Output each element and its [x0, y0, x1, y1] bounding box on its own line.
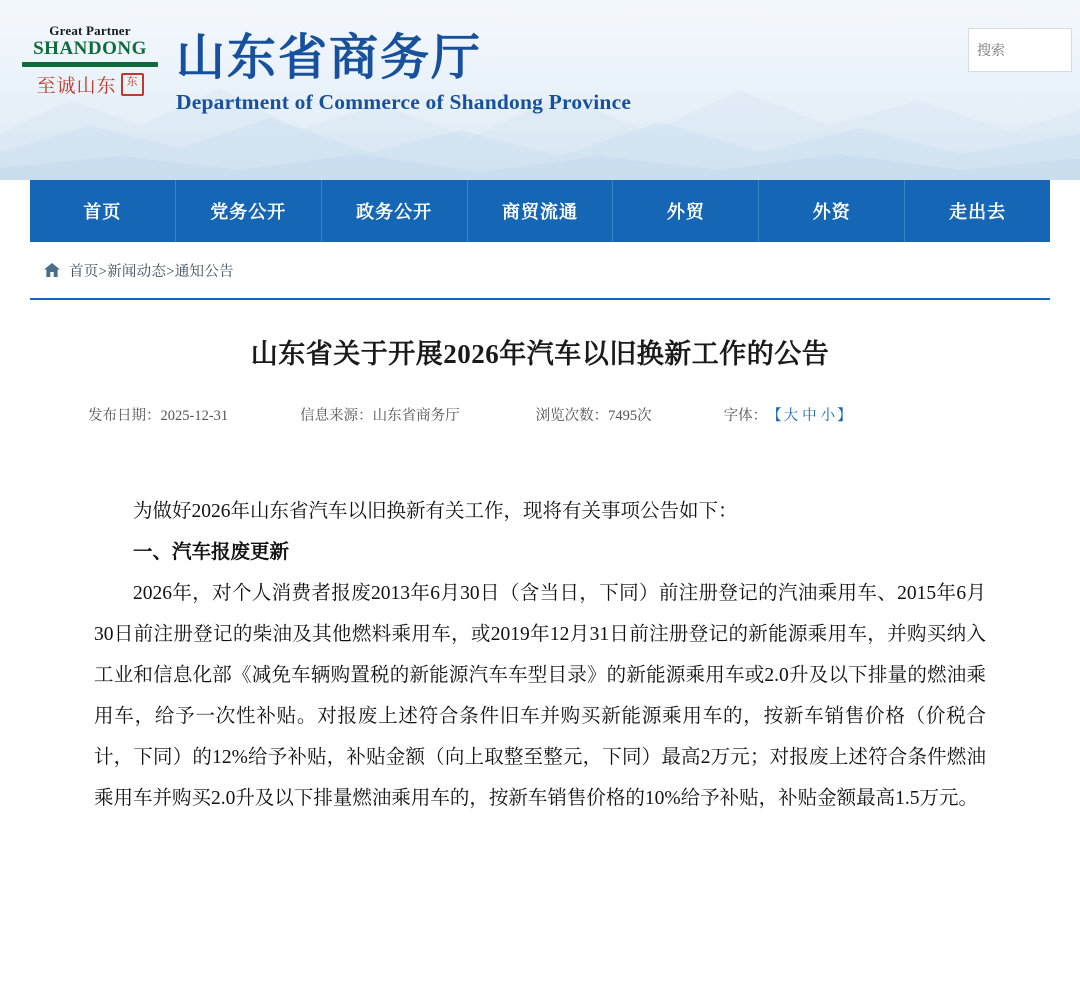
publish-date-label: 发布日期： — [88, 408, 161, 424]
article-meta — [30, 404, 1050, 425]
shandong-logo[interactable] — [22, 24, 158, 120]
article-paragraph: 为做好2026年山东省汽车以旧换新有关工作，现将有关事项公告如下： — [133, 501, 738, 522]
seal-icon: 东 — [121, 73, 144, 96]
site-header — [0, 0, 1080, 180]
site-title-english: Department of Commerce of Shandong Province — [176, 89, 632, 114]
article-section-heading: 一、汽车报废更新 — [133, 542, 290, 563]
logo-shandong-text: SHANDONG — [33, 38, 147, 59]
site-title-chinese: 山东省商务厅 — [176, 29, 483, 85]
font-size-small[interactable]: 小 — [820, 408, 836, 424]
article-body — [30, 491, 1050, 859]
publish-date — [88, 404, 228, 425]
nav-item-foreigntrade[interactable]: 外贸 — [613, 180, 759, 242]
font-size-control[interactable] — [724, 404, 852, 425]
logo-underline-bar — [22, 62, 158, 67]
font-size-bracket-right: 】 — [837, 408, 852, 424]
home-icon — [44, 263, 60, 277]
nav-item-party[interactable]: 党务公开 — [176, 180, 322, 242]
logo-chinese-row — [22, 71, 158, 98]
article — [30, 300, 1050, 859]
source-label: 信息来源： — [300, 408, 373, 424]
view-count-value: 7495次 — [608, 408, 652, 424]
main-navigation[interactable] — [30, 180, 1050, 242]
search-input[interactable] — [969, 29, 1071, 71]
site-titles — [176, 30, 1080, 115]
logo-great-partner-text: Great Partner — [49, 23, 131, 38]
nav-item-trade[interactable]: 商贸流通 — [468, 180, 614, 242]
source-value: 山东省商务厅 — [372, 408, 460, 424]
breadcrumb — [30, 242, 1050, 300]
logo-chinese-text: 至诚山东 — [36, 76, 117, 97]
font-size-bracket-left: 【 — [767, 408, 782, 424]
page-title: 山东省关于开展2026年汽车以旧换新工作的公告 — [250, 339, 830, 369]
nav-item-goingglobal[interactable]: 走出去 — [949, 202, 1007, 222]
view-count — [536, 404, 652, 425]
nav-item-foreigninvestment[interactable]: 外资 — [759, 180, 905, 242]
nav-item-home[interactable]: 首页 — [30, 180, 176, 242]
view-count-label: 浏览次数： — [535, 408, 609, 424]
source — [300, 404, 460, 425]
publish-date-value: 2025-12-31 — [160, 408, 229, 424]
nav-item-government[interactable]: 政务公开 — [322, 180, 468, 242]
font-size-label: 字体： — [723, 408, 768, 424]
search-box[interactable] — [968, 28, 1072, 72]
article-paragraph: 2026年，对个人消费者报废2013年6月30日（含当日，下同）前注册登记的汽油乘用车、2015年6月30日前注册登记的柴油及其他燃料乘用车，或2019年12月31日前注册登记的新能源乘用车，并购买纳入工业和信息化部《减免车辆购置税的新能源汽车车型目录》的新能源乘用车或2.0升及以下排量的燃油乘用车，给予一次性补贴。对报废上述符合条件旧车并购买新能源乘用车的，按新车销售价格（价税合计，下同）的12%给予补贴，补贴金额（向上取整至整元，下同）最高2万元；对报废上述符合条件燃油乘用车并购买2.0升及以下排量燃油乘用车的，按新车销售价格的10%给予补贴，补贴金额最高1.5万元。 — [94, 583, 986, 809]
font-size-large[interactable]: 大 — [783, 408, 799, 424]
font-size-medium[interactable]: 中 — [802, 408, 817, 424]
breadcrumb-text[interactable]: 首页>新闻动态>通知公告 — [69, 263, 234, 280]
